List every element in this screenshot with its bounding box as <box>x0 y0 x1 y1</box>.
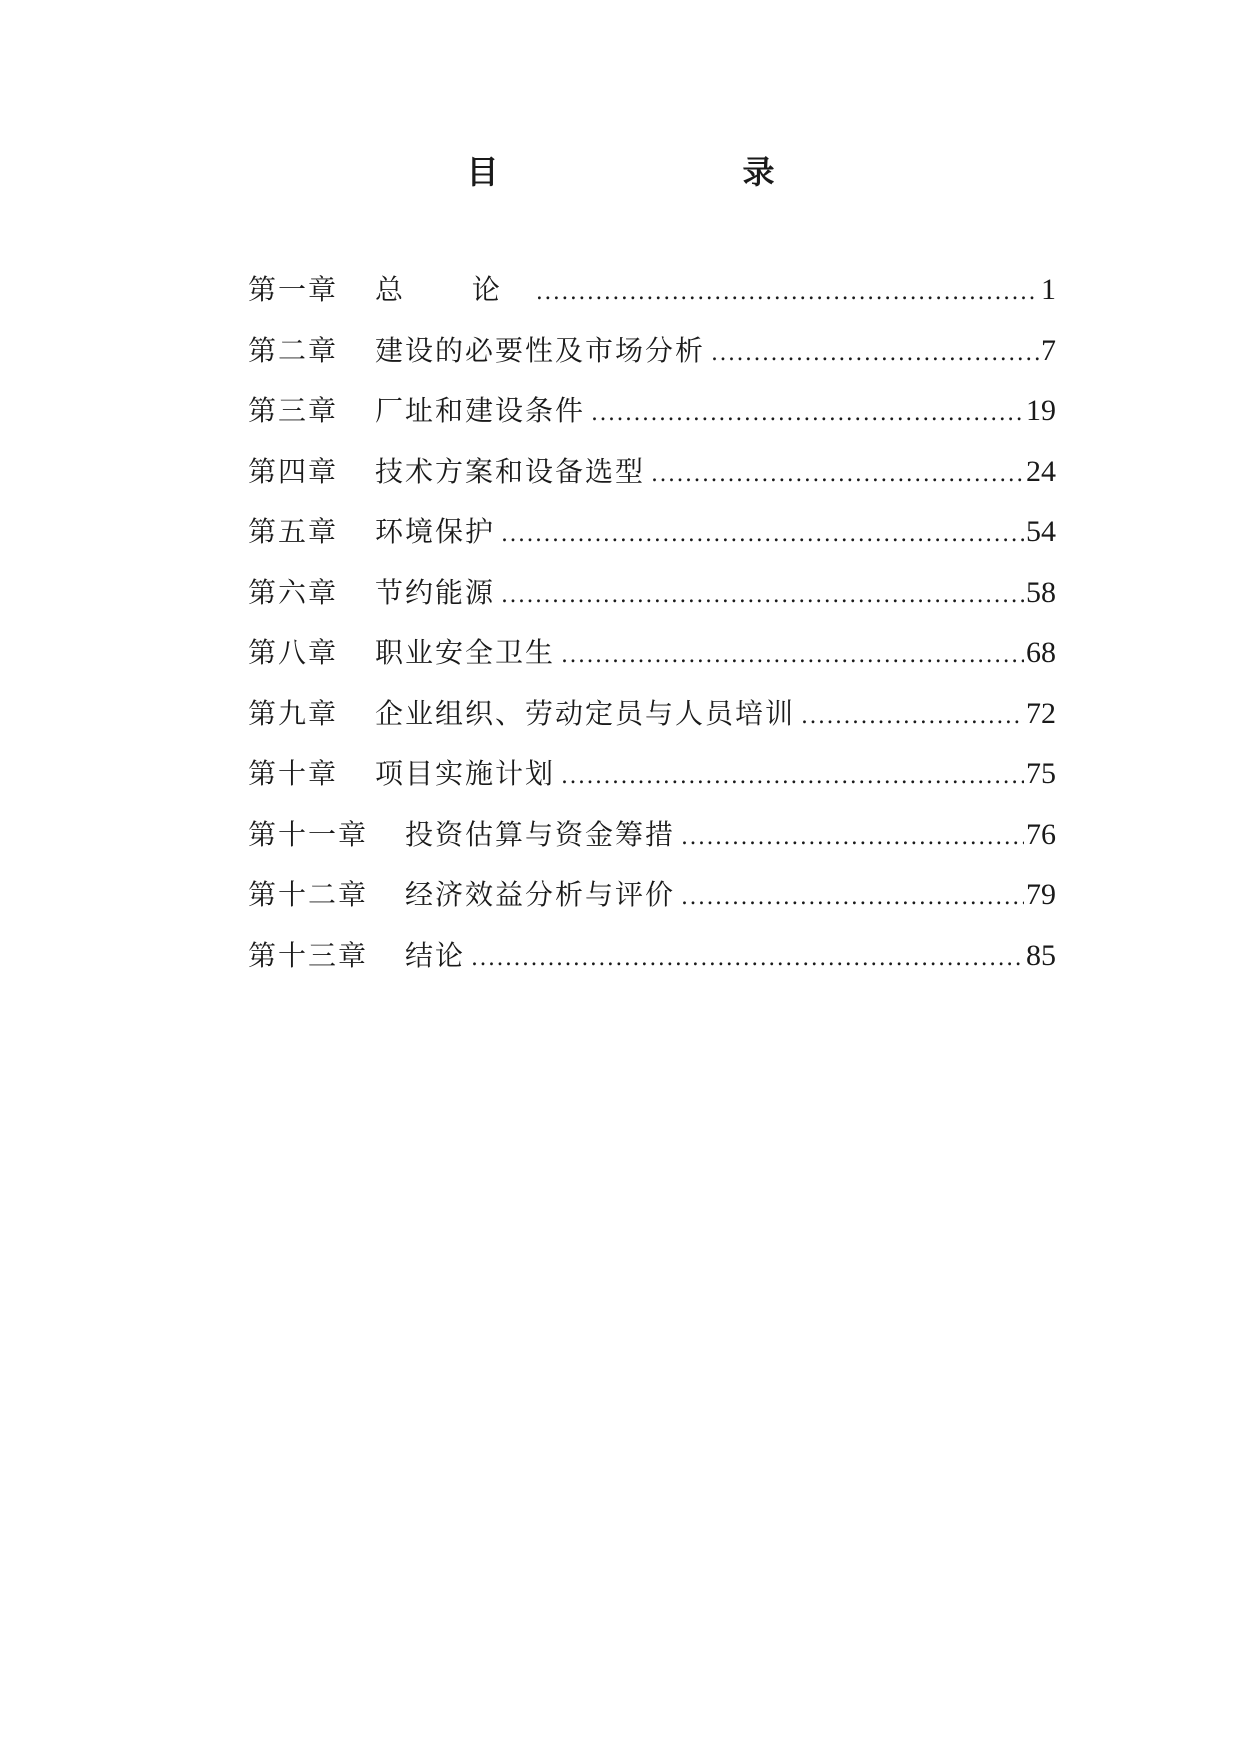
toc-chapter-label: 第十二章 <box>248 878 369 911</box>
toc-section-title: 厂址和建设条件 <box>375 394 586 427</box>
toc-dot-leader <box>681 880 1024 916</box>
toc-chapter-label: 第三章 <box>248 394 339 427</box>
toc-section-title: 经济效益分析与评价 <box>405 878 676 911</box>
toc-dot-leader <box>561 759 1024 795</box>
toc-dot-leader <box>501 578 1024 614</box>
toc-chapter-label: 第十一章 <box>248 817 369 851</box>
toc-section-title: 职业安全卫生 <box>375 636 556 669</box>
toc-dot-leader <box>801 699 1024 735</box>
toc-section-title: 结论 <box>405 938 466 972</box>
toc-chapter-label: 第八章 <box>248 636 339 669</box>
table-of-contents <box>248 272 1056 998</box>
toc-entry[interactable] <box>248 817 1056 878</box>
toc-page-number: 19 <box>1026 394 1056 427</box>
toc-dot-leader <box>681 820 1024 856</box>
toc-chapter-label: 第六章 <box>248 575 339 609</box>
toc-entry[interactable] <box>248 635 1056 696</box>
toc-page-number: 75 <box>1026 757 1056 790</box>
toc-dot-leader <box>471 941 1024 977</box>
toc-page-number: 7 <box>1041 333 1056 367</box>
toc-page-number: 58 <box>1026 575 1056 609</box>
toc-dot-leader <box>591 396 1024 432</box>
toc-page-number: 85 <box>1026 938 1056 972</box>
toc-entry[interactable] <box>248 454 1056 515</box>
toc-dot-leader <box>561 638 1024 674</box>
toc-chapter-label: 第九章 <box>248 696 339 730</box>
toc-section-title: 环境保护 <box>375 515 496 548</box>
toc-dot-leader <box>711 336 1039 372</box>
toc-chapter-label: 第十三章 <box>248 938 369 972</box>
toc-entry[interactable] <box>248 393 1056 454</box>
toc-entry[interactable] <box>248 938 1056 999</box>
toc-chapter-label: 第十章 <box>248 757 339 790</box>
toc-entry[interactable] <box>248 333 1056 394</box>
toc-page-number: 76 <box>1026 817 1056 851</box>
toc-section-title: 技术方案和设备选型 <box>375 454 646 488</box>
toc-section-title: 总 论 <box>375 273 530 306</box>
toc-chapter-label: 第五章 <box>248 515 339 548</box>
toc-dot-leader <box>501 517 1024 553</box>
toc-title: 目 录 <box>466 153 835 191</box>
toc-section-title: 建设的必要性及市场分析 <box>375 333 706 367</box>
toc-dot-leader <box>651 457 1024 493</box>
toc-page-number: 79 <box>1026 878 1056 911</box>
toc-chapter-label: 第二章 <box>248 333 339 367</box>
toc-section-title: 企业组织、劳动定员与人员培训 <box>375 696 796 730</box>
toc-page-number: 72 <box>1026 696 1056 730</box>
toc-entry[interactable] <box>248 877 1056 938</box>
toc-entry[interactable] <box>248 696 1056 757</box>
toc-page-number: 54 <box>1026 515 1056 548</box>
toc-dot-leader <box>536 275 1039 311</box>
toc-page-number: 68 <box>1026 636 1056 669</box>
toc-section-title: 节约能源 <box>375 575 496 609</box>
toc-section-title: 项目实施计划 <box>375 757 556 790</box>
toc-chapter-label: 第四章 <box>248 454 339 488</box>
toc-page-number: 1 <box>1041 273 1056 306</box>
toc-entry[interactable] <box>248 514 1056 575</box>
toc-entry[interactable] <box>248 756 1056 817</box>
toc-section-title: 投资估算与资金筹措 <box>405 817 676 851</box>
toc-chapter-label: 第一章 <box>248 273 339 306</box>
toc-entry[interactable] <box>248 272 1056 333</box>
toc-entry[interactable] <box>248 575 1056 636</box>
toc-page-number: 24 <box>1026 454 1056 488</box>
